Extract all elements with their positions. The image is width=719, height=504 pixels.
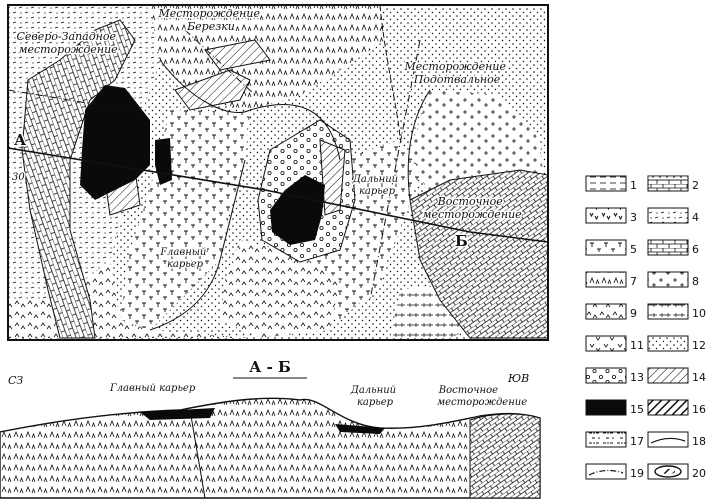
label-quarry-main: Главный карьер bbox=[160, 247, 207, 270]
legend-item-1 bbox=[586, 176, 637, 192]
label-deposit-northwest: Северо-Западное месторождение bbox=[16, 30, 118, 56]
section-limestone-se bbox=[470, 414, 540, 498]
legend-item-13 bbox=[586, 368, 644, 384]
legend-swatch bbox=[648, 368, 688, 383]
legend-item-14 bbox=[648, 368, 706, 384]
legend-number: 3 bbox=[630, 211, 637, 224]
legend-item-2 bbox=[648, 176, 699, 192]
legend-swatch bbox=[648, 240, 688, 255]
legend-number: 6 bbox=[692, 243, 699, 256]
legend-swatch bbox=[586, 304, 626, 319]
legend-number: 18 bbox=[692, 435, 706, 448]
label-section-b: Б bbox=[455, 232, 468, 250]
legend-number: 12 bbox=[692, 339, 706, 352]
section-label-far-quarry: Дальний карьер bbox=[350, 385, 397, 408]
legend-number: 19 bbox=[630, 467, 644, 480]
legend-number: 20 bbox=[692, 467, 706, 480]
legend-item-5 bbox=[586, 240, 637, 256]
legend-item-17 bbox=[586, 432, 644, 448]
legend-item-20 bbox=[648, 464, 706, 480]
section-label-east-deposit: Восточное месторождение bbox=[436, 385, 528, 408]
legend-swatch bbox=[586, 240, 626, 255]
legend-number: 7 bbox=[630, 275, 637, 288]
legend-ore-symbol-fill bbox=[661, 469, 675, 474]
legend-item-19 bbox=[586, 464, 644, 480]
legend-item-8 bbox=[648, 272, 699, 288]
legend-item-18 bbox=[648, 432, 706, 448]
legend-number: 13 bbox=[630, 371, 644, 384]
legend-item-16 bbox=[648, 400, 706, 416]
legend-swatch bbox=[648, 400, 688, 415]
legend-swatch bbox=[648, 208, 688, 223]
legend-swatch bbox=[648, 272, 688, 287]
legend-swatch bbox=[586, 432, 626, 447]
legend-number: 4 bbox=[692, 211, 699, 224]
legend-swatch bbox=[648, 336, 688, 351]
legend-swatch bbox=[648, 304, 688, 319]
cross-section bbox=[0, 358, 540, 498]
legend-swatch-band bbox=[648, 176, 688, 180]
legend-swatch bbox=[586, 368, 626, 383]
label-deposit-east: Восточное месторождение bbox=[422, 195, 522, 221]
legend-item-10 bbox=[648, 304, 706, 320]
label-section-a: А bbox=[14, 131, 27, 149]
label-dip-30: 30 bbox=[12, 172, 25, 183]
legend-item-15 bbox=[586, 400, 644, 416]
legend-swatch bbox=[586, 272, 626, 287]
legend-number: 16 bbox=[692, 403, 706, 416]
legend-item-11 bbox=[586, 336, 644, 352]
section-label-main-quarry: Главный карьер bbox=[110, 383, 196, 394]
section-body bbox=[0, 398, 540, 498]
section-title: А - Б bbox=[249, 358, 291, 376]
legend-item-7 bbox=[586, 272, 637, 288]
geologic-map bbox=[8, 5, 548, 340]
label-deposit-podotvalnoe: Месторождение Подотвальное bbox=[404, 60, 506, 86]
legend-number: 2 bbox=[692, 179, 699, 192]
label-quarry-far: Дальний карьер bbox=[352, 174, 399, 197]
legend-item-3 bbox=[586, 208, 637, 224]
legend-number: 9 bbox=[630, 307, 637, 320]
legend-number: 8 bbox=[692, 275, 699, 288]
legend-number: 11 bbox=[630, 339, 644, 352]
legend-item-4 bbox=[648, 208, 699, 224]
legend-number: 1 bbox=[630, 179, 637, 192]
section-label-se: ЮВ bbox=[508, 372, 530, 385]
legend-item-9 bbox=[586, 304, 637, 320]
label-deposit-berezki: Месторождение Березки bbox=[158, 7, 260, 33]
legend-swatch bbox=[586, 208, 626, 223]
legend-number: 10 bbox=[692, 307, 706, 320]
legend-swatch bbox=[586, 176, 626, 191]
legend-number: 14 bbox=[692, 371, 706, 384]
legend-swatch bbox=[586, 336, 626, 351]
legend bbox=[586, 176, 706, 480]
section-label-nw: СЗ bbox=[8, 374, 24, 387]
legend-swatch bbox=[586, 464, 626, 479]
legend-number: 15 bbox=[630, 403, 644, 416]
legend-number: 5 bbox=[630, 243, 637, 256]
legend-swatch bbox=[586, 400, 626, 415]
legend-number: 17 bbox=[630, 435, 644, 448]
legend-item-6 bbox=[648, 240, 699, 256]
legend-item-12 bbox=[648, 336, 706, 352]
